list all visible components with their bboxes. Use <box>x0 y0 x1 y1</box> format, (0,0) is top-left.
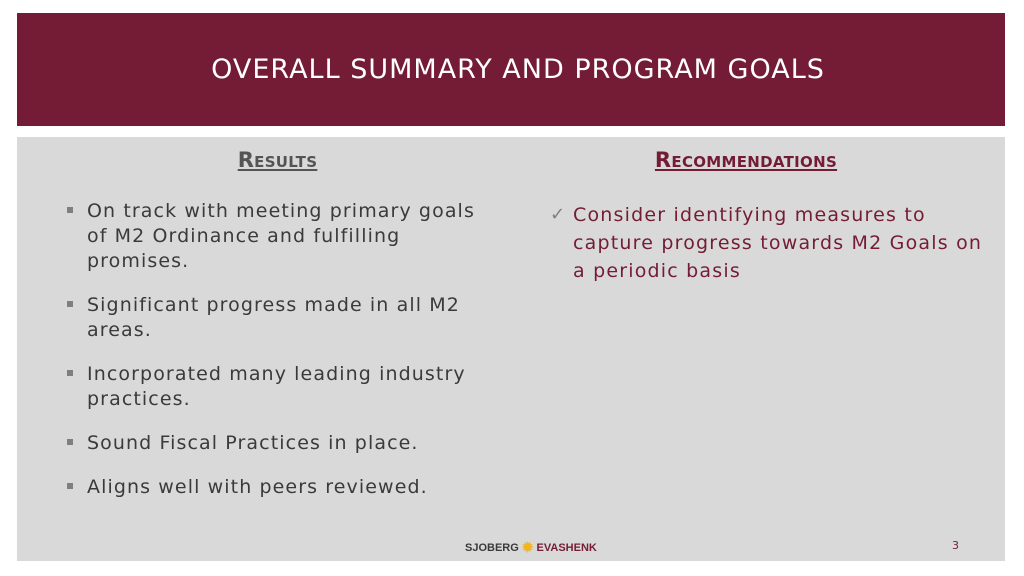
recommendation-item <box>550 201 990 285</box>
results-item <box>65 293 485 343</box>
results-item <box>65 199 485 274</box>
title-bar <box>17 13 1005 126</box>
results-item <box>65 362 485 412</box>
results-item-text: Aligns well with peers reviewed. <box>87 476 428 498</box>
recommendations-heading: Recommendations <box>654 148 838 172</box>
company-logo <box>465 539 597 556</box>
square-bullet-icon <box>67 439 73 445</box>
results-item <box>65 431 485 456</box>
recommendation-item-text: Consider identifying measures to capture progress towards M2 Goals on a periodic basis <box>573 204 983 282</box>
results-item-text: Significant progress made in all M2 areas. <box>87 294 460 341</box>
logo-text-left: SJOBERG <box>465 541 519 554</box>
results-item-text: Incorporated many leading industry practices. <box>87 363 466 410</box>
square-bullet-icon <box>67 483 73 489</box>
slide-title: OVERALL SUMMARY AND PROGRAM GOALS <box>211 54 825 85</box>
square-bullet-icon <box>67 207 73 213</box>
square-bullet-icon <box>67 370 73 376</box>
results-item-text: Sound Fiscal Practices in place. <box>87 432 419 454</box>
content-panel <box>17 137 1005 561</box>
results-item <box>65 475 485 500</box>
sun-star-icon: ✹ <box>521 539 534 555</box>
page-number: 3 <box>952 539 959 552</box>
logo-text-right: EVASHENK <box>536 541 597 554</box>
results-heading: Results <box>237 148 318 172</box>
results-list <box>65 199 485 519</box>
square-bullet-icon <box>67 301 73 307</box>
recommendations-list <box>550 201 990 285</box>
results-item-text: On track with meeting primary goals of M2 Ordinance and fulfilling promises. <box>87 200 475 272</box>
checkmark-icon: ✓ <box>550 204 567 225</box>
